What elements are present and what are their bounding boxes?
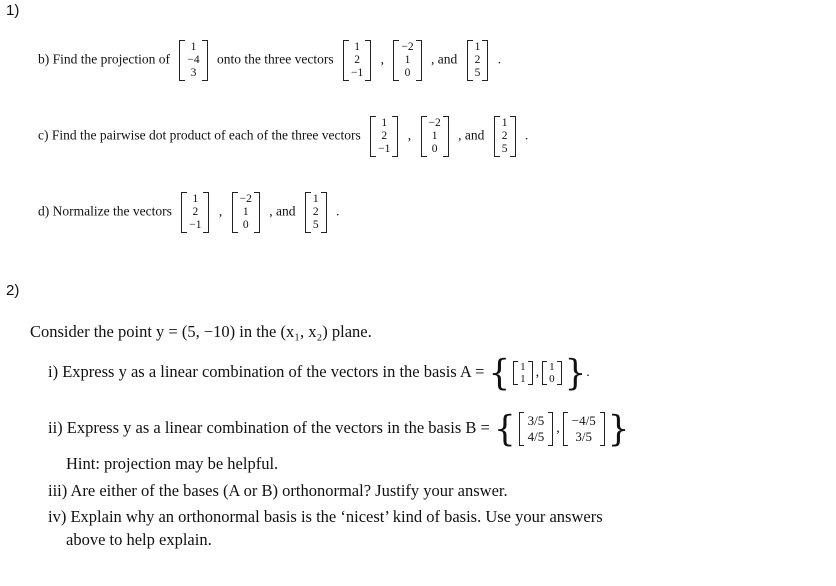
question-1b-sep1: , xyxy=(380,51,384,67)
question-1c-v1: 1 2 −1 xyxy=(370,116,398,157)
section-2-number: 2) xyxy=(6,282,20,299)
question-1d-end: . xyxy=(335,203,340,219)
question-1b-end: . xyxy=(497,51,502,67)
question-1c-sep1: , xyxy=(407,127,412,143)
basis-a-vector-1: 1 1 xyxy=(513,361,533,385)
question-2iv-line-1: iv) Explain why an orthonormal basis is the ‘nicest’ kind of basis. Use your answers xyxy=(48,507,603,526)
basis-a-set: { 1 1 , 1 0 } . xyxy=(488,352,590,394)
question-1d-sep2: , and xyxy=(269,203,296,219)
basis-b-vector-2: −4/5 3/5 xyxy=(563,412,605,446)
question-2ii xyxy=(48,408,630,450)
basis-b-set: { 3/5 4/5 , −4/5 3/5 } xyxy=(494,408,630,450)
question-1b-vector: 1 −4 3 xyxy=(179,40,207,81)
question-1c xyxy=(38,116,528,157)
question-1b-v1: 1 2 −1 xyxy=(343,40,371,81)
question-2i-text: i) Express y as a linear combination of the vectors in the basis A = xyxy=(48,361,485,381)
question-1d-v3: 1 2 5 xyxy=(305,192,327,233)
question-1d xyxy=(38,192,339,233)
question-1b xyxy=(38,40,501,81)
question-1d-v2: −2 1 0 xyxy=(232,192,260,233)
question-1b-sep2: , and xyxy=(430,51,458,67)
question-2iii: iii) Are either of the bases (A or B) orthonormal? Justify your answer. xyxy=(48,481,508,500)
basis-b-vector-1: 3/5 4/5 xyxy=(519,412,554,446)
question-1d-v1: 1 2 −1 xyxy=(181,192,209,233)
question-1b-v2: −2 1 0 xyxy=(393,40,421,81)
question-2-hint: Hint: projection may be helpful. xyxy=(66,454,279,473)
question-1c-prefix: c) Find the pairwise dot product of each of the three vectors xyxy=(38,127,361,143)
question-1c-v3: 1 2 5 xyxy=(494,116,516,157)
question-2iv-line-2: above to help explain. xyxy=(66,530,212,549)
section-1-number: 1) xyxy=(6,2,20,19)
question-2-intro: Consider the point y = (5, −10) in the (x₁, x₂) plane. xyxy=(30,322,372,341)
question-1c-sep2: , and xyxy=(458,127,485,143)
question-1c-end: . xyxy=(524,127,529,143)
question-1d-prefix: d) Normalize the vectors xyxy=(38,203,172,219)
question-1b-mid: onto the three vectors xyxy=(216,51,334,67)
question-1d-sep1: , xyxy=(218,203,223,219)
basis-a-vector-2: 1 0 xyxy=(542,361,562,385)
question-1c-v2: −2 1 0 xyxy=(421,116,449,157)
question-1b-prefix: b) Find the projection of xyxy=(38,51,170,67)
question-2i xyxy=(48,352,590,394)
question-1b-v3: 1 2 5 xyxy=(467,40,489,81)
question-2ii-text: ii) Express y as a linear combination of the vectors in the basis B = xyxy=(48,417,490,437)
